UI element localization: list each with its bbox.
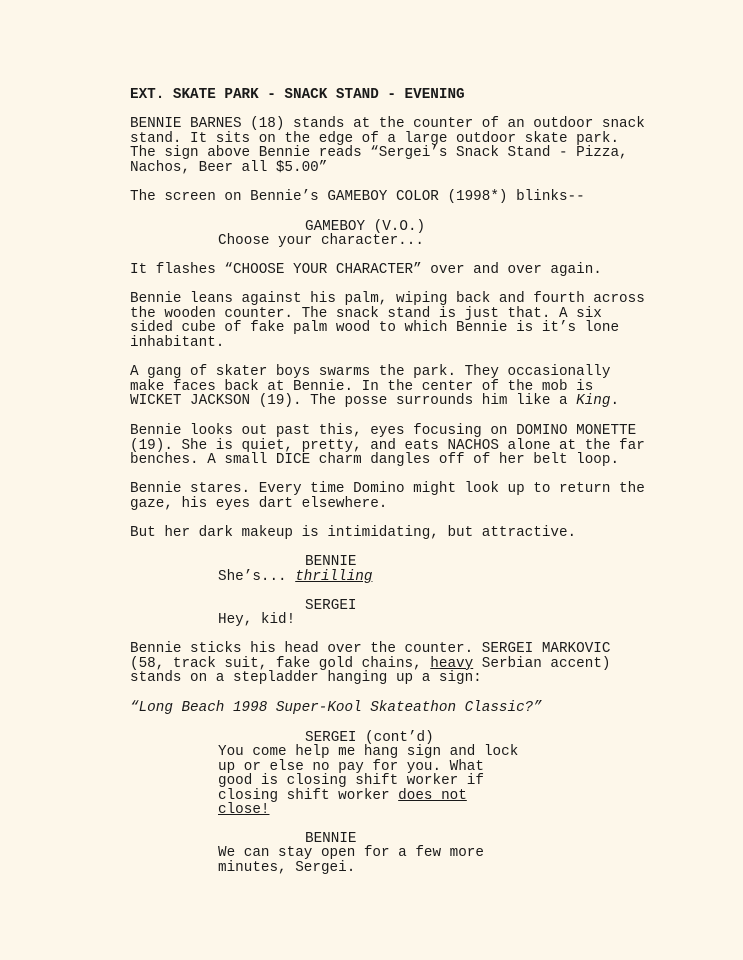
- sign-text: “Long Beach 1998 Super-Kool Skateathon Classic?”: [130, 700, 542, 716]
- character-cue: SERGEI: [305, 598, 357, 614]
- italic-emphasis: King: [576, 393, 611, 409]
- dialogue-block: [218, 846, 484, 875]
- action-paragraph: The screen on Bennie’s GAMEBOY COLOR (1998*) blinks--: [130, 189, 585, 205]
- dialogue-line: [218, 570, 372, 585]
- action-line: BENNIE BARNES (18) stands at the counter of an outdoor snack: [130, 116, 645, 132]
- action-line: A gang of skater boys swarms the park. They occasionally: [130, 364, 611, 380]
- action-line: (58, track suit, fake gold chains,: [130, 655, 431, 672]
- underlined-emphasis: does not: [398, 787, 467, 804]
- underlined-emphasis: heavy: [430, 655, 474, 672]
- dialogue-line: minutes, Sergei.: [218, 859, 356, 876]
- action-line: WICKET JACKSON (19). The posse surrounds him like a: [130, 393, 577, 409]
- action-line: (19). She is quiet, pretty, and eats NACHOS alone at the far: [130, 437, 645, 454]
- action-line-tail: Serbian accent): [473, 655, 611, 672]
- action-paragraph: [130, 292, 645, 350]
- character-cue: GAMEBOY (V.O.): [305, 219, 426, 235]
- action-line: make faces back at Bennie. In the center of the mob is: [130, 378, 594, 395]
- dialogue-line: good is closing shift worker if: [218, 773, 484, 789]
- action-paragraph: [130, 424, 645, 468]
- action-line: Bennie looks out past this, eyes focusing on DOMINO MONETTE: [130, 423, 637, 439]
- punctuation: .: [610, 393, 620, 409]
- action-line: Bennie leans against his palm, wiping back and fourth across: [130, 291, 645, 307]
- action-line: stand. It sits on the edge of a large outdoor skate park.: [130, 130, 620, 147]
- action-line: sided cube of fake palm wood to which Bennie is it’s lone: [130, 320, 620, 336]
- underlined-emphasis: close!: [218, 802, 270, 818]
- action-line: Nachos, Beer all $5.00”: [130, 159, 328, 176]
- dialogue-line: closing shift worker: [218, 787, 399, 804]
- dialogue-line: Choose your character...: [218, 233, 424, 249]
- dialogue-line: up or else no pay for you. What: [218, 758, 484, 775]
- action-line: gaze, his eyes dart elsewhere.: [130, 495, 388, 512]
- action-paragraph: But her dark makeup is intimidating, but attractive.: [130, 525, 577, 541]
- action-paragraph: It flashes “CHOOSE YOUR CHARACTER” over and over again.: [130, 262, 602, 278]
- dialogue-text: She’s...: [218, 569, 296, 585]
- action-paragraph: [130, 642, 610, 686]
- dialogue-line: We can stay open for a few more: [218, 845, 484, 861]
- action-line: Bennie sticks his head over the counter. SERGEI MARKOVIC: [130, 641, 611, 657]
- character-cue: BENNIE: [305, 831, 357, 847]
- action-line: inhabitant.: [130, 334, 225, 351]
- action-line: the wooden counter. The snack stand is just that. A six: [130, 305, 602, 322]
- action-line: Bennie stares. Every time Domino might look up to return the: [130, 481, 645, 497]
- action-paragraph: [130, 482, 645, 511]
- character-cue: BENNIE: [305, 554, 357, 570]
- underlined-emphasis: thrilling: [295, 569, 373, 585]
- dialogue-line: You come help me hang sign and lock: [218, 744, 519, 760]
- action-paragraph: [130, 117, 645, 175]
- dialogue-block: [218, 745, 518, 818]
- action-line: The sign above Bennie reads “Sergei’s Snack Stand - Pizza,: [130, 145, 628, 161]
- scene-heading: EXT. SKATE PARK - SNACK STAND - EVENING: [130, 87, 465, 103]
- character-cue: SERGEI (cont’d): [305, 730, 434, 746]
- action-paragraph: [130, 365, 619, 409]
- dialogue-line: Hey, kid!: [218, 612, 296, 628]
- action-line: benches. A small DICE charm dangles off of her belt loop.: [130, 452, 620, 468]
- action-line: stands on a stepladder hanging up a sign:: [130, 670, 482, 686]
